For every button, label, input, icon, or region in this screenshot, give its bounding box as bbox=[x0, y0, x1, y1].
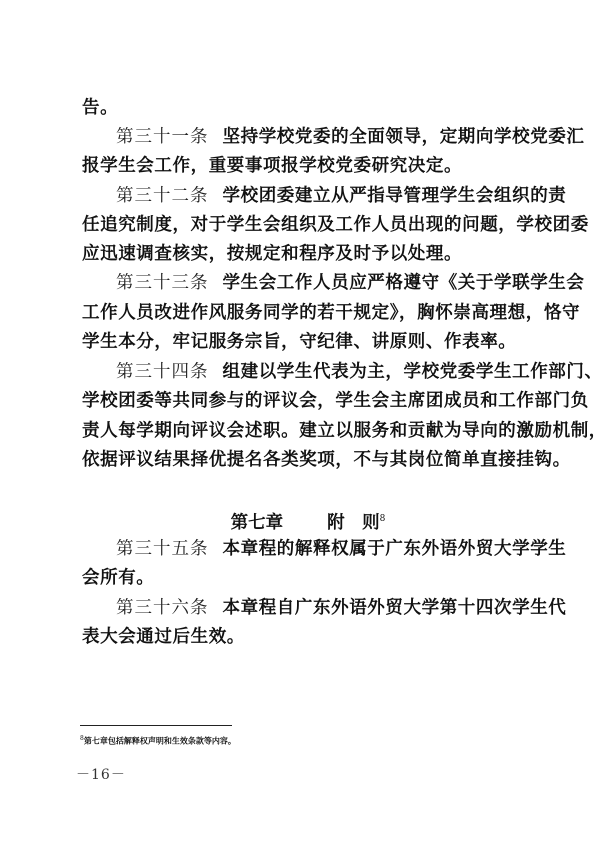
chapter-title: 附 则 bbox=[327, 512, 380, 533]
paragraph-line: 工作人员改进作风服务同学的若干规定》，胸怀崇高理想，恪守 bbox=[82, 303, 581, 323]
paragraph-line: 应迅速调查核实，按规定和程序及时予以处理。 bbox=[82, 244, 463, 264]
paragraph-line: 责人每学期向评议会述职。建立以服务和贡献为导向的激励机制， bbox=[82, 421, 607, 441]
article-number: 第三十三条 bbox=[116, 273, 209, 293]
footnote-text: 第七章包括解释权声明和生效条款等内容。 bbox=[83, 735, 236, 746]
footnote-divider bbox=[80, 725, 232, 726]
article-number: 第三十一条 bbox=[116, 127, 209, 147]
footnote-mark: 8 bbox=[80, 735, 84, 742]
paragraph-line: 会所有。 bbox=[82, 568, 155, 588]
article-32-line: 第三十二条 学校团委建立从严指导管理学生会组织的责 bbox=[116, 186, 567, 206]
chapter-heading bbox=[0, 507, 616, 535]
paragraph-line: 学生本分，牢记服务宗旨，守纪律、讲原则、作表率。 bbox=[82, 332, 517, 352]
paragraph-line: 告。 bbox=[82, 98, 119, 118]
paragraph-line: 学校团委等共同参与的评议会，学生会主席团成员和工作部门负 bbox=[82, 391, 589, 411]
footnote-mark: 8 bbox=[379, 514, 386, 524]
article-number: 第三十五条 bbox=[116, 539, 209, 559]
article-number: 第三十四条 bbox=[116, 362, 209, 382]
article-number: 第三十六条 bbox=[116, 598, 209, 618]
page-number: －16－ bbox=[76, 767, 126, 783]
paragraph-line: 表大会通过后生效。 bbox=[82, 627, 245, 647]
article-34-line: 第三十四条 组建以学生代表为主，学校党委学生工作部门、 bbox=[116, 362, 603, 382]
article-33-line: 第三十三条 学生会工作人员应严格遵守《关于学联学生会 bbox=[116, 273, 585, 293]
article-36-line: 第三十六条 本章程自广东外语外贸大学第十四次学生代 bbox=[116, 598, 567, 618]
footnote bbox=[80, 733, 236, 747]
article-35-line: 第三十五条 本章程的解释权属于广东外语外贸大学学生 bbox=[116, 539, 567, 559]
paragraph-line: 任追究制度，对于学生会组织及工作人员出现的问题，学校团委 bbox=[82, 215, 589, 235]
article-number: 第三十二条 bbox=[116, 186, 209, 206]
chapter-number: 第七章 bbox=[230, 512, 284, 533]
paragraph-line: 报学生会工作，重要事项报学校党委研究决定。 bbox=[82, 156, 463, 176]
paragraph-line: 依据评议结果择优提名各类奖项，不与其岗位简单直接挂钩。 bbox=[82, 450, 571, 470]
article-31-line: 第三十一条 坚持学校党委的全面领导，定期向学校党委汇 bbox=[116, 127, 585, 147]
